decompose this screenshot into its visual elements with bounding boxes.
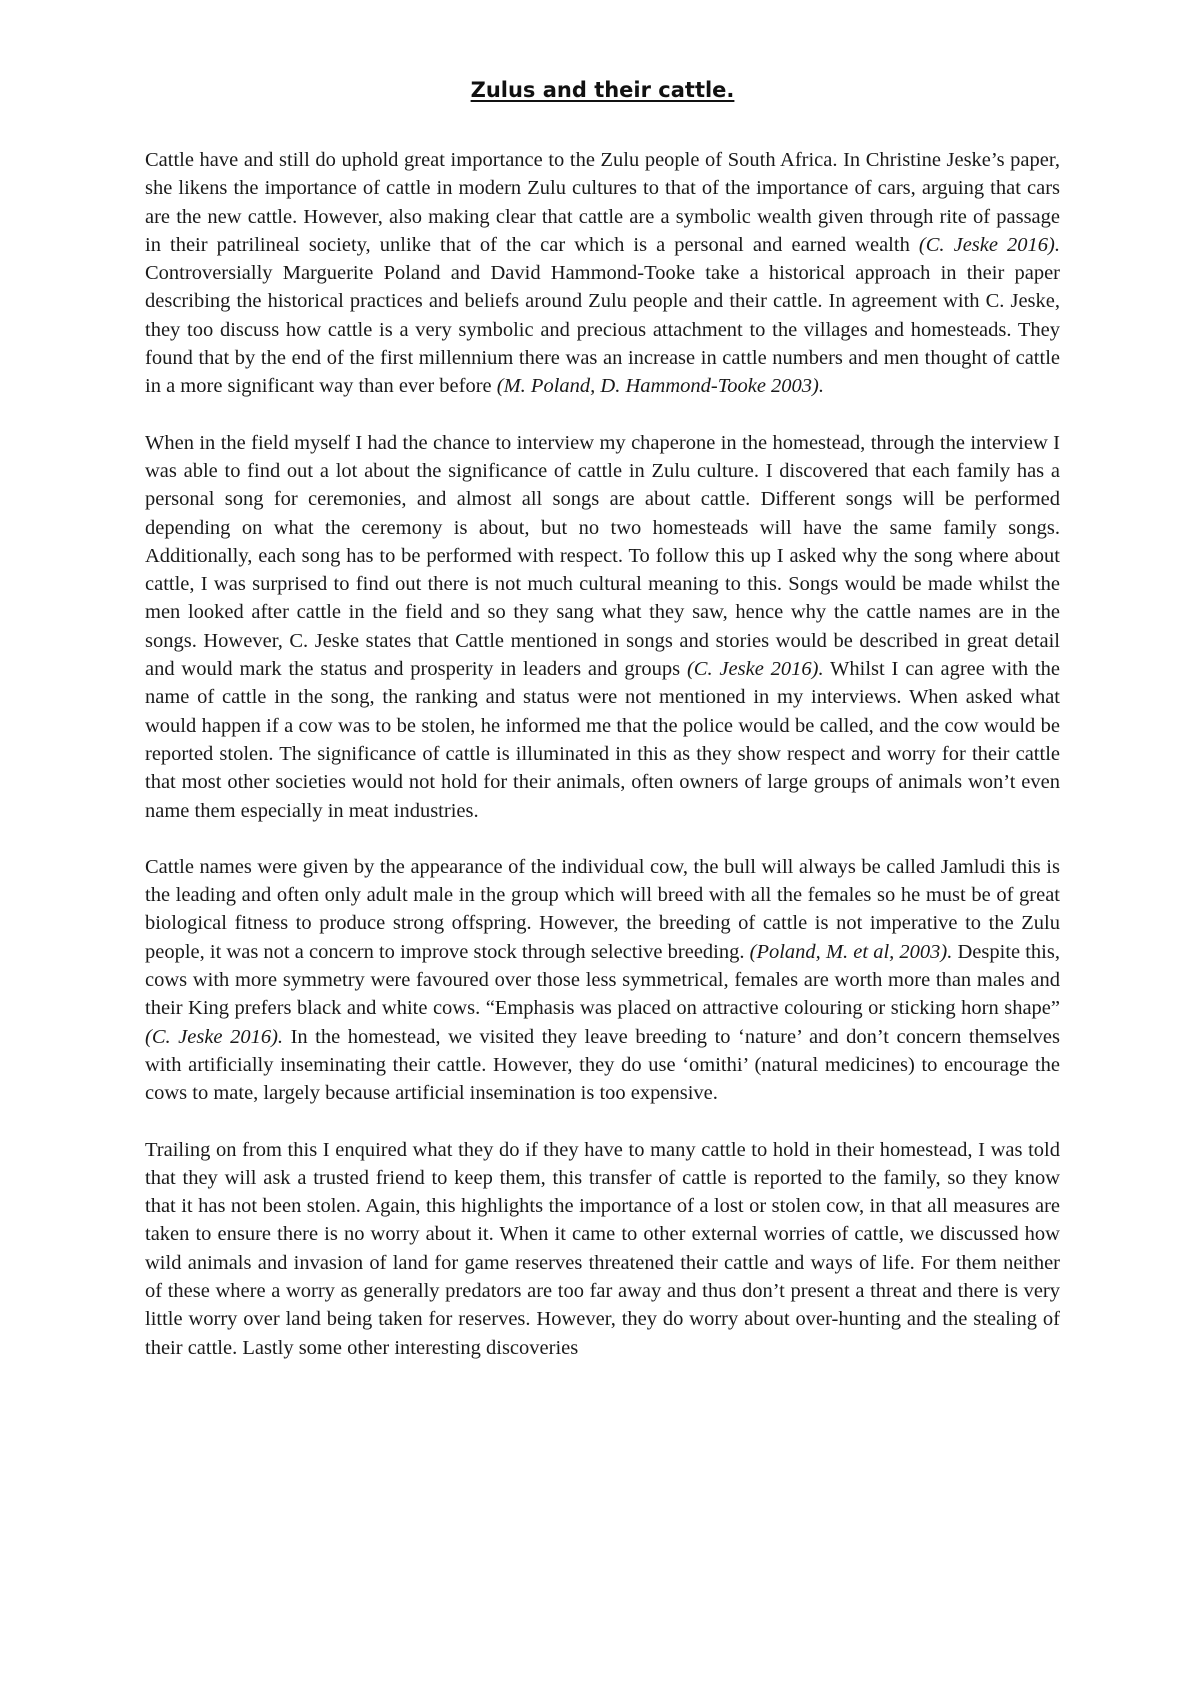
paragraph-text: When in the field myself I had the chance to interview my chaperone in the homestead, through the interview I was able to find out a lot about the significance of cattle in Zulu culture. I discovered that each family has a personal song for ceremonies, and almost all songs are about cattle. Different songs will be performed depending on what the ceremony is about, but no two homesteads will have the same family songs. Additionally, each song has to be performed with respect. To follow this up I asked why the song where about cattle, I was surprised to find out there is not much cultural meaning to this. Songs would be made whilst the men looked after cattle in the field and so they sang what they saw, hence why the cattle names are in the songs. However, C. Jeske states that Cattle mentioned in songs and stories would be described in great detail and would mark the status and prosperity in leaders and groups bbox=[145, 431, 1060, 681]
paragraph-text: Whilst I can agree with the name of cattle in the song, the ranking and status were not mentioned in my interviews. When asked what would happen if a cow was to be stolen, he informed me that the police would be called, and the cow would be reported stolen. The significance of cattle is illuminated in this as they show respect and worry for their cattle that most other societies would not hold for their animals, often owners of large groups of animals won’t even name them especially in meat industries. bbox=[145, 658, 1061, 822]
citation: (Poland, M. et al, 2003). bbox=[749, 940, 953, 963]
paragraph-text: Despite this, cows with more symmetry were favoured over those less symmetrical, females are worth more than males and their King prefers black and white cows. “Emphasis was placed on attractive colouring or sticking horn shape” bbox=[145, 940, 1060, 1020]
paragraph-2 bbox=[145, 429, 1060, 825]
citation: (C. Jeske 2016). bbox=[145, 1025, 284, 1048]
citation: (C. Jeske 2016). bbox=[918, 233, 1060, 256]
paragraph-text: Cattle names were given by the appearance of the individual cow, the bull will always be called Jamludi this is the leading and often only adult male in the group which will breed with all the females so he must be of great biological fitness to produce strong offspring. However, the breeding of cattle is not imperative to the Zulu people, it was not a concern to improve stock through selective breeding. bbox=[145, 855, 1060, 963]
paragraph-text: Trailing on from this I enquired what they do if they have to many cattle to hold in their homestead, I was told that they will ask a trusted friend to keep them, this transfer of cattle is reported to the family, so they know that it has not been stolen. Again, this highlights the importance of a lost or stolen cow, in that all measures are taken to ensure there is no worry about it. When it came to other external worries of cattle, we discussed how wild animals and invasion of land for game reserves threatened their cattle and ways of life. For them neither of these where a worry as generally predators are too far away and thus don’t present a threat and there is very little worry over land being taken for reserves. However, they do worry about over-hunting and the stealing of their cattle. Lastly some other interesting discoveries bbox=[145, 1138, 1060, 1359]
paragraph-text: Cattle have and still do uphold great importance to the Zulu people of South Africa. In Christine Jeske’s paper, she likens the importance of cattle in modern Zulu cultures to that of the importance of cars, arguing that cars are the new cattle. However, also making clear that cattle are a symbolic wealth given through rite of passage in their patrilineal society, unlike that of the car which is a personal and earned wealth bbox=[145, 149, 1060, 256]
paragraph-3 bbox=[145, 853, 1060, 1108]
citation: (C. Jeske 2016). bbox=[686, 658, 824, 681]
paragraph-text: Controversially Marguerite Poland and David Hammond-Tooke take a historical approach in their paper describing the historical practices and beliefs around Zulu people and their cattle. In agreement with C. Jeske, they too discuss how cattle is a very symbolic and precious attachment to the villages and homesteads. They found that by the end of the first millennium there was an increase in cattle numbers and men thought of cattle in a more significant way than ever before bbox=[145, 262, 1060, 398]
document-title: Zulus and their cattle. bbox=[470, 78, 735, 102]
citation: (M. Poland, D. Hammond-Tooke 2003). bbox=[496, 375, 824, 398]
paragraph-1 bbox=[145, 146, 1060, 401]
paragraph-4 bbox=[145, 1136, 1060, 1362]
paragraph-text: In the homestead, we visited they leave breeding to ‘nature’ and don’t concern themselves with artificially inseminating their cattle. However, they do use ‘omithi’ (natural medicines) to encourage the cows to mate, largely because artificial insemination is too expensive. bbox=[145, 1025, 1061, 1105]
document-page bbox=[145, 78, 1060, 1390]
